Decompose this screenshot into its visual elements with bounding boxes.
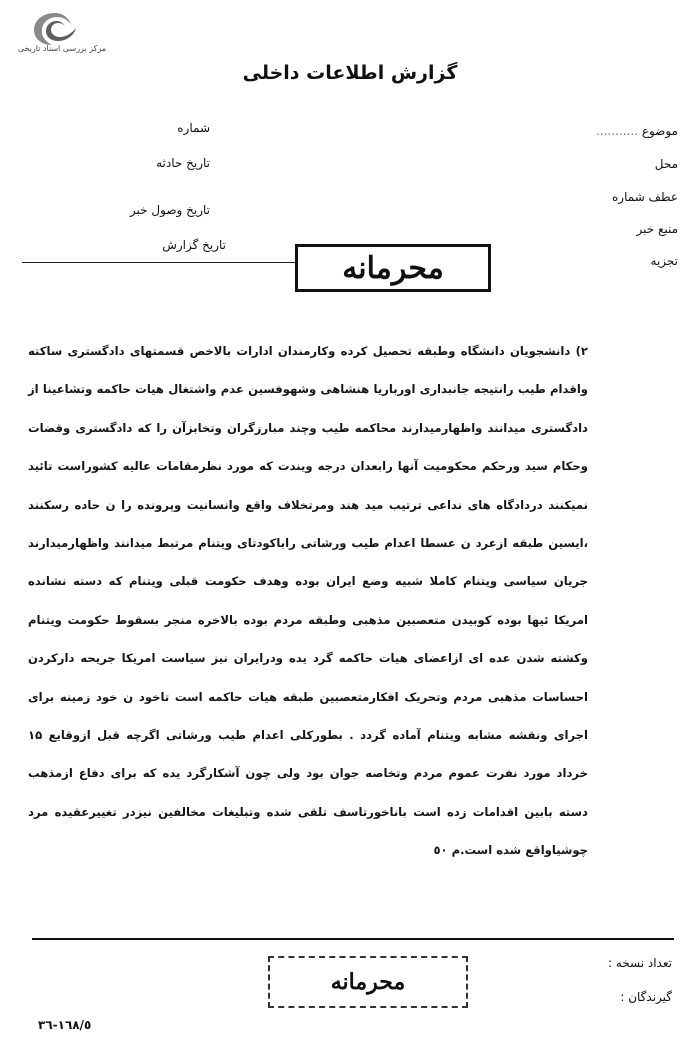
field-label: عطف شماره: [612, 190, 678, 204]
header-field-number: [177, 121, 210, 135]
logo-caption: مرکز بررسی اسناد تاریخی: [17, 44, 107, 53]
header-field-analysis: [651, 254, 678, 268]
confidential-stamp: [295, 244, 491, 292]
header-field-reference-number: [612, 190, 678, 204]
field-label: تاریخ وصول خبر: [129, 203, 210, 217]
field-label: تاریخ گزارش: [162, 238, 226, 252]
field-label: موضوع: [641, 124, 678, 138]
header-field-received-date: [130, 203, 210, 217]
stamp-text: محرمانه: [342, 250, 444, 286]
header-divider: [22, 262, 295, 263]
field-value: ...........: [596, 124, 638, 138]
report-body: ۲) دانشجویان دانشگاه وطبقه تحصیل کرده وکارمندان ادارات بالاخص قسمتهای دادگستری ساکته واقدام طیب رانتیجه جانبداری اورباریا هنشاهی وشهوفسین عدم واشتغال هیات حاکمه وتشاعینا از دادگستری میدانند واظهارمیدارند محاکمه طیب وچند مبارزگران وتخابزآن را که دادگستری وقضات وحکام سید ورحکم محکومیت آنها رابعدان درجه ویندت که مورد نظرمقامات عالیه کشوراست تائید نمیکنند دردادگاه های نداعی ترتیب مید هند ومرتخلاف واقع وانسانیت وپرونده را ن حاده رسکنند ،ایسین طبقه ازعرد ن عسطا اعدام طیب ورشاتی راباکودتای ویتنام مرتبط میدانند واظهارمیدارند جریان سیاسی ویتنام کاملا شبیه وضع ایران بوده وهدف حکومت قبلی ویتنام که دسته نشانده امریکا ئیها بوده کوبیدن متعصبین مذهبی وطبقه مردم بوده بالاخره منجر بسقوط حکومت ویتنام وکشته شدن عده ای ازاعضای هیات حاکمه گرد یده ودرایران نیز سیاست امریکا جریحه دارکردن احساسات مذهبی مردم وتحریک افکارمتعصبین طبقه هیات حاکمه است تاخود ن خود زمینه برای اجرای ونقشه مشابه ویتنام آماده گردد . بطورکلی اعدام طیب ورشاتی اگرچه قبل ازوقایع ۱۵ خرداد مورد نفرت عموم مردم وتخاصه جوان بود ولی چون آشکارگرد یده که برای دفاع ازمذهب دسته بابین اقدامات زده است باناخورتاسف تلقی شده وتبلیغات مخالفین نیزدر تغییرعقیده مرد چوشیاواقع شده است.م ٥۰: [28, 344, 588, 858]
header-field-source: [636, 222, 678, 236]
field-label: شماره: [177, 121, 210, 135]
footer-confidential-stamp: [268, 956, 468, 1008]
field-label: محل: [654, 157, 678, 171]
copies-label: تعداد نسخه :: [607, 956, 672, 970]
header-field-location: [655, 157, 678, 171]
field-label: منبع خبر: [636, 222, 678, 236]
stamp-text: محرمانه: [330, 969, 406, 995]
document-code: ۳٦-۱٦۸/٥: [38, 1018, 92, 1032]
page-title: گزارش اطلاعات داخلی: [242, 62, 458, 84]
recipients-label: گیرندگان :: [620, 990, 672, 1004]
header-field-report-date: [162, 238, 226, 252]
archive-logo-icon: [30, 10, 80, 48]
header-field-subject: [596, 124, 678, 138]
header-field-incident-date: [156, 156, 210, 170]
field-label: تجزیه: [650, 254, 678, 268]
footer-divider: [32, 938, 674, 940]
field-label: تاریخ حادثه: [156, 156, 210, 170]
